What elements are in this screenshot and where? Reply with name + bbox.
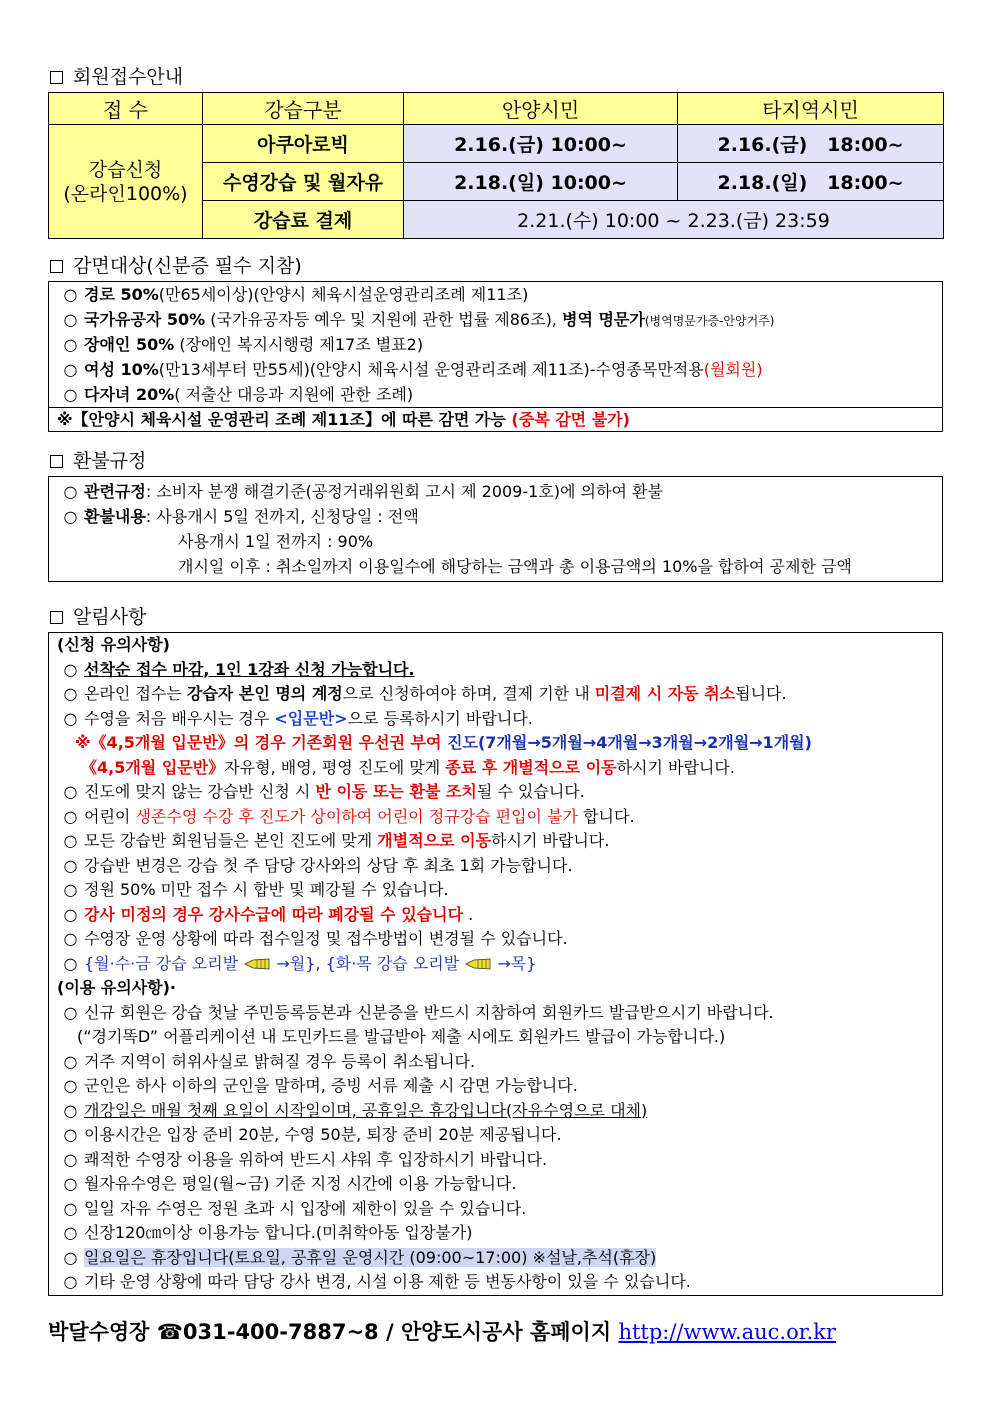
list-item: ○ 거주 지역이 허위사실로 밝혀질 경우 등록이 취소됩니다. [57, 1050, 942, 1075]
payment-label-cell: 강습료 결제 [203, 201, 404, 239]
apply-notice-header: (신청 유의사항) [57, 635, 170, 654]
list-item: ○ 선착순 접수 마감, 1인 1강좌 신청 가능합니다. [57, 658, 942, 683]
table-header-row [49, 93, 944, 125]
footer [48, 1316, 836, 1346]
table-row [49, 125, 944, 163]
bullet-circle-icon: ○ [63, 285, 78, 304]
section-title-discount: 감면대상(신분증 필수 지참) [48, 251, 943, 281]
bullet-circle-icon: ○ [63, 1247, 78, 1267]
footer-contact: 박달수영장 ☎031-400-7887~8 / 안양도시공사 홈페이지 [48, 1320, 619, 1344]
bullet-circle-icon: ○ [63, 855, 78, 875]
use-notice-header: (이용 유의사항)· [57, 978, 177, 997]
list-item: 개시일 이후 : 취소일까지 이용일수에 해당하는 금액과 총 이용금액의 10%을 합하여 공제한 금액 [178, 557, 852, 576]
anyang-cell: 2.16.(금) 10:00~ [404, 125, 678, 163]
document-page [48, 62, 943, 1296]
list-item: ○ 이용시간은 입장 준비 20분, 수영 50분, 퇴장 준비 20분 제공됩니다. [57, 1123, 942, 1148]
checkbox-square-icon [50, 611, 63, 624]
list-item: ○ 모든 강습반 회원님들은 본인 진도에 맞게 개별적으로 이동하시기 바랍니다. [57, 829, 942, 854]
list-item: ○ 강사 미정의 경우 강사수급에 따라 폐강될 수 있습니다 . [57, 903, 942, 928]
refund-box [48, 476, 943, 582]
swim-fin-icon [464, 958, 492, 970]
list-item: ○ 개강일은 매월 첫째 요일이 시작일이며, 공휴일은 휴강입니다(자유수영으로 대체) [57, 1099, 942, 1124]
list-item: ○ 일요일은 휴장입니다(토요일, 공휴일 운영시간 (09:00~17:00) ※설날,추석(휴장) [57, 1246, 942, 1271]
bullet-circle-icon: ○ [63, 1125, 78, 1144]
list-item: ○ 어린이 생존수영 수강 후 진도가 상이하여 어린이 정규강습 편입이 불가 합니다. [57, 805, 942, 830]
list-item: ○ 쾌적한 수영장 이용을 위하여 반드시 샤워 후 입장하시기 바랍니다. [57, 1148, 942, 1173]
bullet-circle-icon: ○ [63, 708, 78, 728]
list-item: ○ {월·수·금 강습 오리발 →월}, {화·목 강습 오리발 →목} [57, 952, 942, 977]
bullet-circle-icon: ○ [63, 1174, 78, 1193]
category-cell: 수영강습 및 월자유 [203, 163, 404, 201]
list-item: (“경기똑D” 어플리케이션 내 도민카드를 발급받아 제출 시에도 회원카드 발급이 가능합니다.) [77, 1027, 726, 1046]
bullet-circle-icon: ○ [63, 310, 78, 329]
list-item: 《4,5개월 입문반》자유형, 배영, 평영 진도에 맞게 종료 후 개별적으로 이동하시기 바랍니다. [81, 757, 735, 777]
list-item: ○ 환불내용: 사용개시 5일 전까지, 신청당일 : 전액 [57, 504, 942, 529]
header-cell: 타지역시민 [678, 93, 944, 125]
header-cell: 강습구분 [203, 93, 404, 125]
registration-table [48, 92, 944, 239]
anyang-cell: 2.18.(일) 10:00~ [404, 163, 678, 201]
bullet-circle-icon: ○ [63, 1051, 78, 1071]
bullet-circle-icon: ○ [63, 831, 78, 850]
discount-note: ※【안양시 체육시설 운영관리 조례 제11조】에 따른 감면 가능 (중복 감면 불가) [49, 407, 942, 431]
bullet-circle-icon: ○ [63, 953, 78, 973]
list-item: ○ 군인은 하사 이하의 군인을 말하며, 증빙 서류 제출 시 감면 가능합니다. [57, 1074, 942, 1099]
list-item: ○ 수영을 처음 배우시는 경우 <입문반>으로 등록하시기 바랍니다. [57, 707, 942, 732]
notice-box [48, 632, 943, 1296]
row-label-cell: 강습신청 (온라인100%) [49, 125, 203, 239]
list-item: ○ 정원 50% 미만 접수 시 합반 및 폐강될 수 있습니다. [57, 878, 942, 903]
list-item: ○ 월자유수영은 평일(월~금) 기준 지정 시간에 이용 가능합니다. [57, 1172, 942, 1197]
list-item: ○ 온라인 접수는 강습자 본인 명의 계정으로 신청하여야 하며, 결제 기한 내 미결제 시 자동 취소됩니다. [57, 682, 942, 707]
bullet-circle-icon: ○ [63, 684, 78, 703]
bullet-circle-icon: ○ [63, 880, 78, 899]
list-item: ○ 기타 운영 상황에 따라 담당 강사 변경, 시설 이용 제한 등 변동사항이 있을 수 있습니다. [57, 1270, 942, 1295]
bullet-circle-icon: ○ [63, 385, 78, 404]
checkbox-square-icon [50, 455, 63, 468]
bullet-circle-icon: ○ [63, 335, 78, 354]
bullet-circle-icon: ○ [63, 1100, 78, 1120]
section-title-refund: 환불규정 [48, 446, 943, 476]
bullet-circle-icon: ○ [63, 806, 78, 826]
other-cell: 2.18.(일) 18:00~ [678, 163, 944, 201]
list-item: 사용개시 1일 전까지 : 90% [178, 532, 374, 551]
section-title-notice: 알림사항 [48, 602, 943, 632]
list-item: ○ 수영장 운영 상황에 따라 접수일정 및 접수방법이 변경될 수 있습니다. [57, 927, 942, 952]
swim-fin-icon [243, 958, 271, 970]
list-item: ○ 여성 10%(만13세부터 만55세)(안양시 체육시설 운영관리조례 제11조)-수영종목만적용(월회원) [57, 357, 942, 382]
bullet-circle-icon: ○ [63, 507, 78, 526]
list-item: ※《4,5개월 입문반》의 경우 기존회원 우선권 부여 진도(7개월→5개월→4개월→3개월→2개월→1개월) [75, 733, 812, 752]
list-item: ○ 강습반 변경은 강습 첫 주 담당 강사와의 상담 후 최초 1회 가능합니다. [57, 854, 942, 879]
section-title-registration: 회원접수안내 [48, 62, 943, 92]
list-item: ○ 신장120㎝이상 이용가능 합니다.(미취학아동 입장불가) [57, 1221, 942, 1246]
header-cell: 접 수 [49, 93, 203, 125]
bullet-circle-icon: ○ [63, 360, 78, 379]
checkbox-square-icon [50, 71, 63, 84]
payment-period-cell: 2.21.(수) 10:00 ~ 2.23.(금) 23:59 [404, 201, 944, 239]
bullet-circle-icon: ○ [63, 482, 78, 501]
list-item: ○ 일일 자유 수영은 정원 초과 시 입장에 제한이 있을 수 있습니다. [57, 1197, 942, 1222]
bullet-circle-icon: ○ [63, 904, 78, 924]
list-item: ○ 진도에 맞지 않는 강습반 신청 시 반 이동 또는 환불 조치될 수 있습니다. [57, 780, 942, 805]
list-item: ○ 국가유공자 50% (국가유공자등 예우 및 지원에 관한 법률 제86조), 병역 명문가(병역명문가증-안양거주) [57, 307, 942, 332]
other-cell: 2.16.(금) 18:00~ [678, 125, 944, 163]
list-item: ○ 신규 회원은 강습 첫날 주민등록등본과 신분증을 반드시 지참하여 회원카드 발급받으시기 바랍니다. [57, 1001, 942, 1026]
bullet-circle-icon: ○ [63, 929, 78, 948]
list-item: ○ 다자녀 20%( 저출산 대응과 지원에 관한 조례) [57, 382, 942, 407]
bullet-circle-icon: ○ [63, 1198, 78, 1218]
bullet-circle-icon: ○ [63, 1223, 78, 1242]
bullet-circle-icon: ○ [63, 659, 78, 679]
list-item: ○ 장애인 50% (장애인 복지시행령 제17조 별표2) [57, 332, 942, 357]
checkbox-square-icon [50, 260, 63, 273]
bullet-circle-icon: ○ [63, 1076, 78, 1095]
discount-box [48, 281, 943, 432]
bullet-circle-icon: ○ [63, 1149, 78, 1169]
category-cell: 아쿠아로빅 [203, 125, 404, 163]
list-item: ○ 관련규정: 소비자 분쟁 해결기준(공정거래위원회 고시 제 2009-1호)에 의하여 환불 [57, 479, 942, 504]
homepage-link[interactable]: http://www.auc.or.kr [618, 1320, 836, 1344]
bullet-circle-icon: ○ [63, 782, 78, 801]
bullet-circle-icon: ○ [63, 1272, 78, 1291]
bullet-circle-icon: ○ [63, 1002, 78, 1022]
header-cell: 안양시민 [404, 93, 678, 125]
list-item: ○ 경로 50%(만65세이상)(안양시 체육시설운영관리조례 제11조) [57, 282, 942, 307]
